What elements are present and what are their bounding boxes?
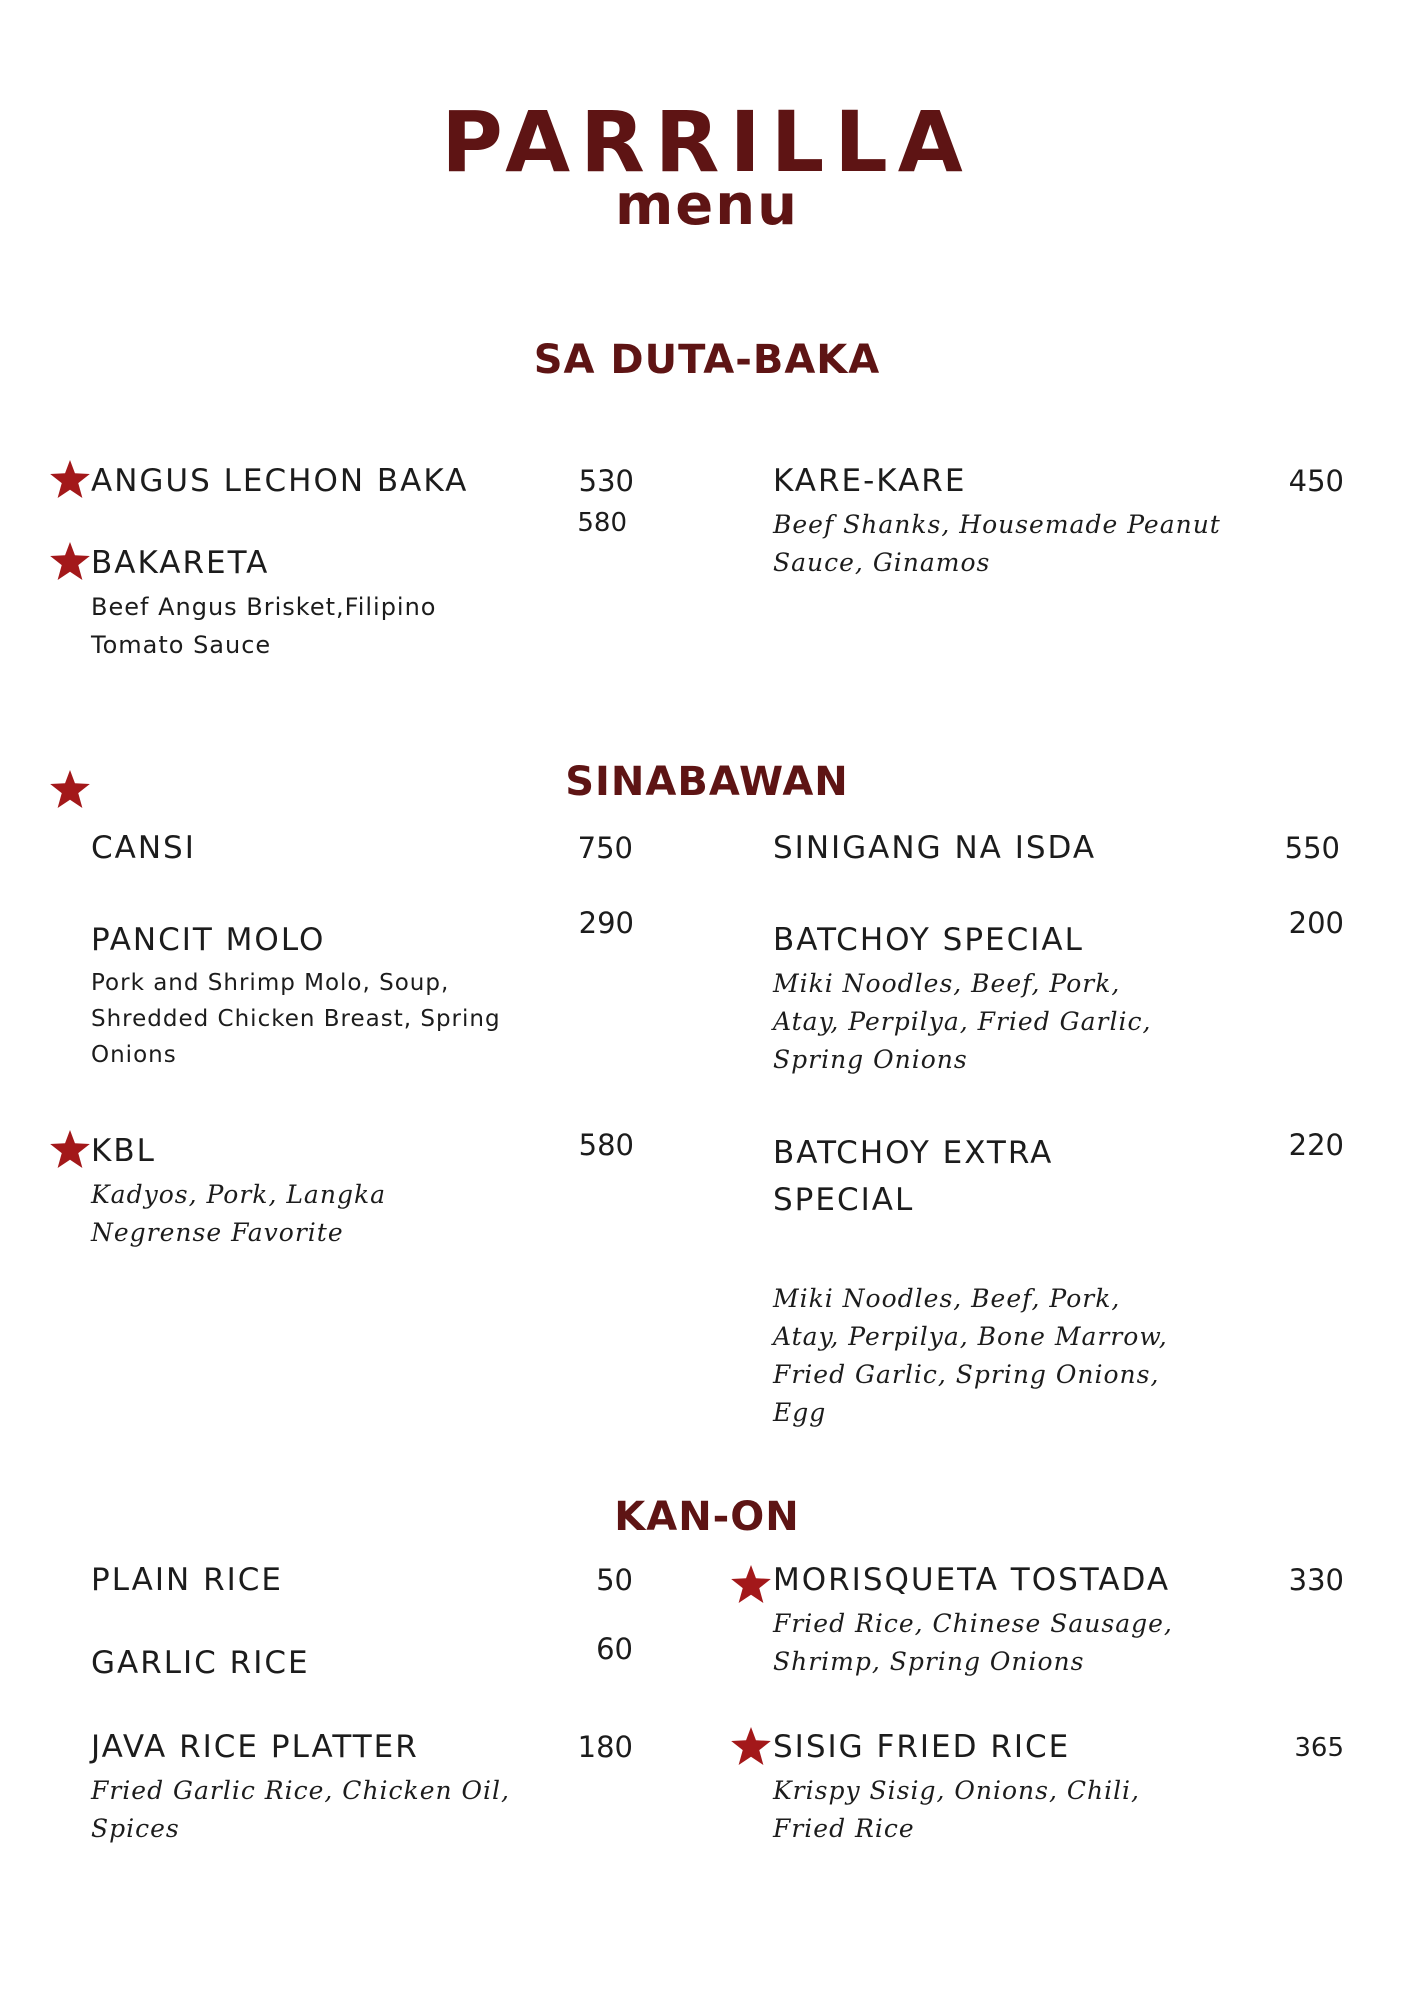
- item-price-angus-lechon-baka: 530: [578, 464, 634, 498]
- item-name-bakareta: BAKARETA: [91, 545, 270, 581]
- item-price-kare-kare: 450: [1288, 464, 1344, 498]
- item-price-sisig-fried-rice: 365: [1294, 1733, 1344, 1763]
- item-price-kbl: 580: [578, 1128, 634, 1162]
- item-price-bakareta: 580: [577, 508, 627, 538]
- star-icon: [50, 460, 90, 498]
- star-icon: [50, 1130, 90, 1168]
- item-desc-kare-kare: Beef Shanks, Housemade Peanut Sauce, Ginamos: [773, 510, 1221, 577]
- item-name-morisqueta-tostada: MORISQUETA TOSTADA: [773, 1562, 1171, 1598]
- item-desc-sisig-fried-rice: Krispy Sisig, Onions, Chili, Fried Rice: [773, 1776, 1141, 1843]
- item-desc-morisqueta-tostada: Fried Rice, Chinese Sausage, Shrimp, Spring Onions: [773, 1609, 1173, 1676]
- item-name-pancit-molo: PANCIT MOLO: [91, 922, 326, 958]
- item-name-cansi: CANSI: [91, 830, 196, 866]
- item-price-garlic-rice: 60: [596, 1632, 633, 1666]
- item-price-batchoy-extra-special: 220: [1288, 1128, 1344, 1162]
- item-desc-kbl: Kadyos, Pork, Langka Negrense Favorite: [91, 1180, 386, 1247]
- section-title-kan-on: KAN-ON: [614, 1494, 800, 1540]
- item-price-sinigang-na-isda: 550: [1284, 831, 1340, 865]
- item-name-kbl: KBL: [91, 1133, 156, 1169]
- item-name-garlic-rice: GARLIC RICE: [91, 1645, 310, 1681]
- item-price-pancit-molo: 290: [578, 906, 634, 940]
- menu-subtitle: menu: [614, 173, 800, 238]
- item-price-batchoy-special: 200: [1288, 906, 1344, 940]
- item-name-batchoy-extra-special: BATCHOY EXTRA SPECIAL: [773, 1135, 1054, 1218]
- section-title-sinabawan: SINABAWAN: [565, 759, 849, 805]
- item-name-java-rice-platter: JAVA RICE PLATTER: [91, 1729, 419, 1765]
- item-desc-bakareta: Beef Angus Brisket,Filipino Tomato Sauce: [91, 593, 437, 659]
- section-title-duta-baka: SA DUTA-BAKA: [533, 337, 881, 383]
- item-name-sinigang-na-isda: SINIGANG NA ISDA: [773, 830, 1097, 866]
- item-name-sisig-fried-rice: SISIG FRIED RICE: [773, 1729, 1071, 1765]
- item-price-morisqueta-tostada: 330: [1288, 1563, 1344, 1597]
- item-name-kare-kare: KARE-KARE: [773, 463, 967, 499]
- star-icon: [50, 542, 90, 580]
- star-icon: [731, 1565, 771, 1603]
- item-desc-batchoy-extra-special: Miki Noodles, Beef, Pork, Atay, Perpilya, Bone Marrow, Fried Garlic, Spring Onions, Egg: [773, 1284, 1168, 1427]
- item-price-java-rice-platter: 180: [577, 1730, 633, 1764]
- item-desc-java-rice-platter: Fried Garlic Rice, Chicken Oil, Spices: [91, 1776, 510, 1843]
- item-price-plain-rice: 50: [596, 1563, 633, 1597]
- item-price-cansi: 750: [577, 831, 633, 865]
- menu-title: PARRILLA: [441, 93, 973, 191]
- item-name-plain-rice: PLAIN RICE: [91, 1562, 283, 1598]
- star-icon: [731, 1727, 771, 1765]
- item-desc-pancit-molo: Pork and Shrimp Molo, Soup, Shredded Chicken Breast, Spring Onions: [91, 970, 501, 1068]
- item-name-batchoy-special: BATCHOY SPECIAL: [773, 922, 1084, 958]
- item-desc-batchoy-special: Miki Noodles, Beef, Pork, Atay, Perpilya, Fried Garlic, Spring Onions: [773, 969, 1152, 1074]
- item-name-angus-lechon-baka: ANGUS LECHON BAKA: [91, 463, 469, 499]
